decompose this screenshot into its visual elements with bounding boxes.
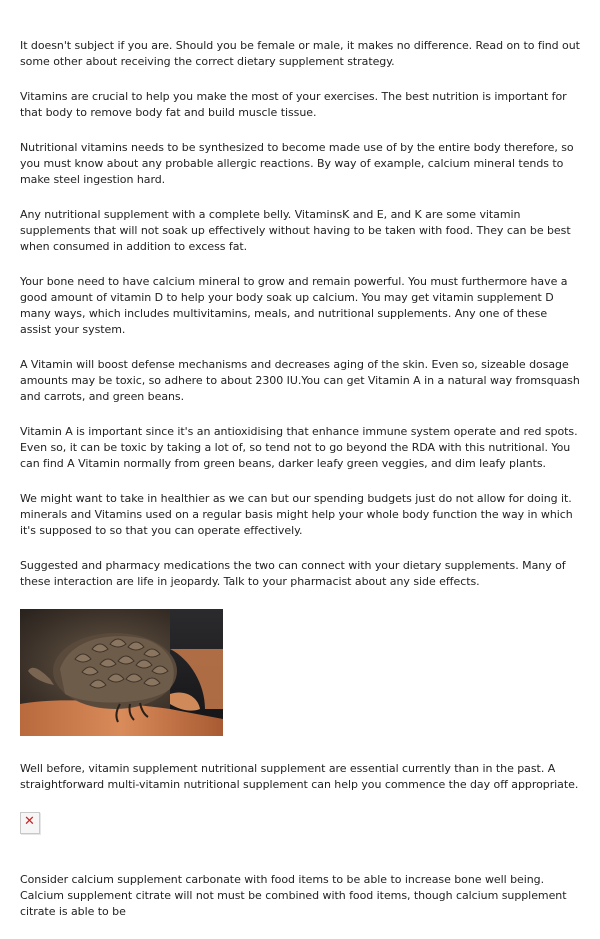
broken-image-placeholder [20,812,40,834]
paragraph-4: Any nutritional supplement with a complete belly. VitaminsK and E, and K are some vitamin supplements that will not soak up effectively without having to be taken with food. They can be best when consumed in addition to excess fat. [20,208,571,253]
paragraph-10: Well before, vitamin supplement nutritional supplement are essential currently than in the past. A straightforward multi-vitamin nutritional supplement can help you commence the day off appropriate. [20,762,579,791]
article-body [20,38,580,939]
paragraph-2: Vitamins are crucial to help you make the most of your exercises. The best nutrition is important for that body to remove body fat and build muscle tissue. [20,90,567,119]
paragraph-3: Nutritional vitamins needs to be synthesized to become made use of by the entire body therefore, so you must know about any probable allergic reactions. By way of example, calcium mineral tends to make steel ingestion hard. [20,141,574,186]
paragraph-5: Your bone need to have calcium mineral to grow and remain powerful. You must furthermore have a good amount of vitamin D to help your body soak up calcium. You may get vitamin supplement D many ways, which includes multivitamins, meals, and nutritional supplements. Any one of these assist your system. [20,275,568,336]
paragraph-11: Consider calcium supplement carbonate with food items to be able to increase bone well being. Calcium supplement citrate will not must be combined with food items, though calcium supplement citrate is able to be [20,873,567,918]
pangolin-photo [20,609,223,736]
paragraph-1: It doesn't subject if you are. Should you be female or male, it makes no difference. Read on to find out some other about receiving the correct dietary supplement strategy. [20,39,580,68]
paragraph-6: A Vitamin will boost defense mechanisms and decreases aging of the skin. Even so, sizeable dosage amounts may be toxic, so adhere to about 2300 IU.You can get Vitamin A in a natural way fromsquash and carrots, and green beans. [20,358,580,403]
paragraph-9: Suggested and pharmacy medications the two can connect with your dietary supplements. Many of these interaction are life in jeopardy. Talk to your pharmacist about any side effects. [20,559,566,588]
broken-image-icon: ✕ [24,814,35,829]
paragraph-7: Vitamin A is important since it's an antioxidising that enhance immune system operate and red spots. Even so, it can be toxic by taking a lot of, so tend not to go beyond the RDA with this nutritional. You can find A Vitamin normally from green beans, darker leafy green veggies, and dim leafy plants. [20,425,578,470]
paragraph-8: We might want to take in healthier as we can but our spending budgets just do not allow for doing it. minerals and Vitamins used on a regular basis might help your whole body function the way in which it's supposed to so that you can operate effectively. [20,492,573,537]
